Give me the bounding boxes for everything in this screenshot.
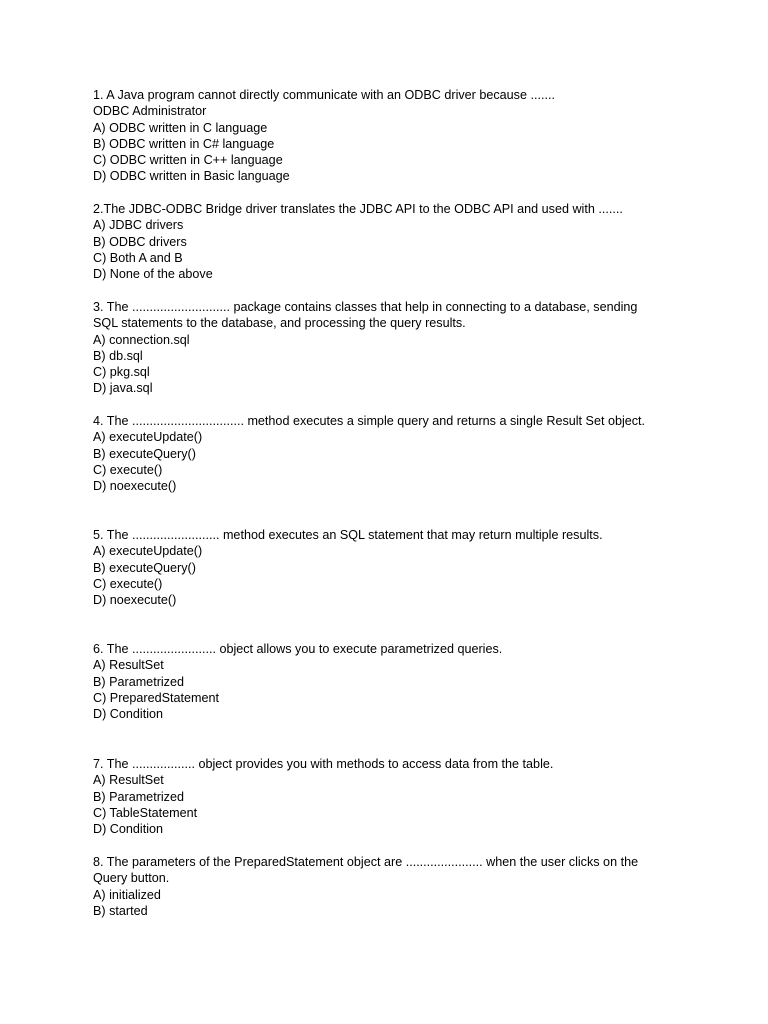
question-text: 5. The ......................... method executes an SQL statement that may return multiple results. bbox=[93, 528, 603, 542]
option-a: A) executeUpdate() bbox=[93, 544, 203, 559]
question-text-continued: Query button. bbox=[93, 871, 170, 886]
question-4 bbox=[93, 413, 673, 494]
question-2 bbox=[93, 201, 673, 282]
question-6 bbox=[93, 641, 673, 722]
option-c: C) pkg.sql bbox=[93, 365, 150, 380]
option-b: B) ODBC written in C# language bbox=[93, 136, 275, 151]
option-c: C) ODBC written in C++ language bbox=[93, 153, 283, 168]
option-c: C) execute() bbox=[93, 576, 163, 591]
option-b: B) db.sql bbox=[93, 348, 143, 363]
question-8 bbox=[93, 854, 673, 919]
option-line: ODBC Administrator bbox=[93, 104, 207, 119]
option-a: A) ODBC written in C language bbox=[93, 120, 268, 135]
question-text: 8. The parameters of the PreparedStatement object are ...................... when the user clicks on the bbox=[93, 855, 639, 869]
option-c: C) TableStatement bbox=[93, 805, 198, 820]
question-text: 2.The JDBC-ODBC Bridge driver translates the JDBC API to the ODBC API and used with ....... bbox=[93, 202, 623, 216]
question-text: 6. The ........................ object allows you to execute parametrized queries. bbox=[93, 642, 503, 656]
option-a: A) executeUpdate() bbox=[93, 430, 203, 445]
option-c: C) PreparedStatement bbox=[93, 690, 219, 705]
option-b: B) started bbox=[93, 903, 148, 918]
option-d: D) Condition bbox=[93, 822, 163, 837]
option-c: C) execute() bbox=[93, 462, 163, 477]
option-b: B) Parametrized bbox=[93, 674, 184, 689]
option-a: A) initialized bbox=[93, 887, 161, 902]
option-b: B) executeQuery() bbox=[93, 560, 196, 575]
option-a: A) ResultSet bbox=[93, 658, 164, 673]
question-3 bbox=[93, 299, 673, 397]
option-d: D) java.sql bbox=[93, 381, 153, 396]
option-a: A) connection.sql bbox=[93, 332, 190, 347]
question-5 bbox=[93, 527, 673, 608]
option-b: B) Parametrized bbox=[93, 789, 184, 804]
option-d: D) Condition bbox=[93, 707, 163, 722]
option-b: B) ODBC drivers bbox=[93, 234, 187, 249]
option-d: D) ODBC written in Basic language bbox=[93, 169, 290, 184]
option-d: D) noexecute() bbox=[93, 593, 177, 608]
option-d: D) noexecute() bbox=[93, 479, 177, 494]
question-text: 4. The ................................ method executes a simple query and returns a single Result Set object. bbox=[93, 414, 646, 428]
question-7 bbox=[93, 756, 673, 837]
question-text: 3. The ............................ package contains classes that help in connecting to a database, sending bbox=[93, 300, 638, 314]
question-text: 7. The .................. object provides you with methods to access data from the table. bbox=[93, 757, 554, 771]
question-1 bbox=[93, 87, 673, 185]
question-text-continued: SQL statements to the database, and processing the query results. bbox=[93, 316, 466, 331]
option-a: A) ResultSet bbox=[93, 773, 164, 788]
question-text: 1. A Java program cannot directly communicate with an ODBC driver because ....... bbox=[93, 88, 555, 102]
option-d: D) None of the above bbox=[93, 267, 213, 282]
option-c: C) Both A and B bbox=[93, 250, 183, 265]
option-b: B) executeQuery() bbox=[93, 446, 196, 461]
option-a: A) JDBC drivers bbox=[93, 218, 184, 233]
